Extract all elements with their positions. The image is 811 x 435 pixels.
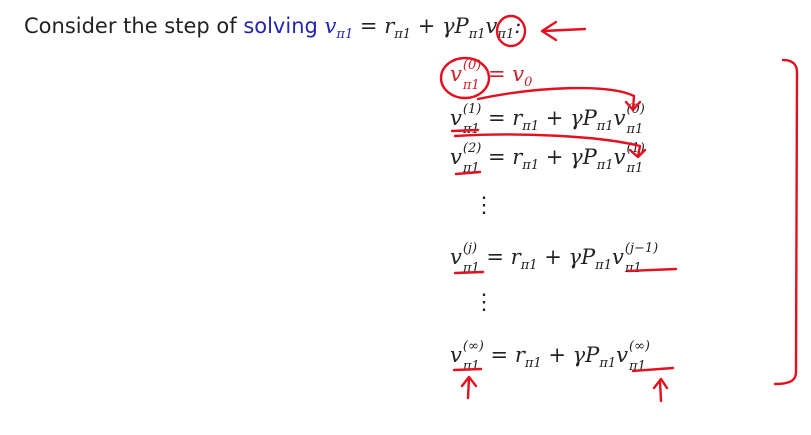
row1-sub: π1	[462, 121, 480, 137]
row2-r-sub: π1	[522, 158, 540, 174]
row1-plus: + γP	[539, 106, 597, 130]
ink-underline-row1	[452, 130, 478, 131]
eq-v-sub: π1	[497, 27, 515, 43]
rowj-v2: v	[612, 245, 624, 269]
rowinf-eq: =	[483, 343, 515, 367]
rowinf-r-sub: π1	[524, 356, 542, 372]
eq-plus-gamma-p: + γP	[411, 14, 469, 38]
row2-index: (2)	[462, 140, 482, 156]
heading-keyword: solving	[243, 14, 318, 38]
row1-prev-sub: π1	[626, 121, 644, 137]
ink-curve-v0-to-row1	[478, 88, 634, 110]
row0-rhs: = v	[481, 62, 525, 86]
rowj-index: (j)	[462, 240, 478, 256]
eq-r-sub: π1	[394, 27, 412, 43]
row1-r-sub: π1	[522, 119, 540, 135]
row0-rhs-sub: 0	[524, 75, 533, 91]
rowinf-v2: v	[616, 343, 629, 367]
row1-v2: v	[613, 106, 626, 130]
ink-arrow-up-right-shaft	[660, 381, 661, 401]
ink-circle-v0	[441, 58, 489, 98]
row2-plus: + γP	[539, 145, 597, 169]
ink-right-bracket	[775, 60, 797, 384]
vertical-ellipsis-1: ⋮	[473, 193, 495, 218]
eq-v: v	[485, 14, 498, 38]
ink-underline-rowinf-lhs	[454, 369, 481, 370]
rowinf-p-sub: π1	[599, 356, 617, 372]
ink-underline-row2	[456, 172, 480, 174]
row0-v: v	[450, 62, 462, 86]
rowinf-prev-sub: π1	[629, 358, 646, 374]
eq-equals: =	[353, 14, 385, 38]
ink-underline-rowinf-rhs	[633, 368, 673, 371]
rowj-prev: (j−1)	[624, 240, 659, 256]
eq-lhs-sub: π1	[336, 27, 354, 43]
eq-r: r	[384, 14, 395, 38]
row1-eq: =	[481, 106, 513, 130]
row2-v2: v	[613, 145, 626, 169]
rowj-r-sub: π1	[520, 258, 538, 274]
row1-prev: (0)	[626, 101, 645, 117]
rowinf-v: v	[450, 343, 462, 367]
rowj-r: r	[510, 245, 521, 269]
rowj-p-sub: π1	[595, 258, 612, 274]
row2-sub: π1	[462, 160, 480, 176]
rowj-eq: =	[479, 245, 511, 269]
vertical-ellipsis-2: ⋮	[473, 290, 495, 315]
eq-p-sub: π1	[468, 27, 486, 43]
heading-prefix: Consider the step of	[24, 14, 244, 38]
row1-p-sub: π1	[596, 119, 614, 135]
ink-circle-heading-v	[497, 16, 525, 46]
row0-sub: π1	[462, 77, 480, 93]
row2-prev: (1)	[626, 140, 645, 156]
ink-underline-rowj-rhs	[628, 269, 676, 271]
row1-index: (1)	[462, 101, 482, 117]
row1-r: r	[512, 106, 523, 130]
rowinf-index: (∞)	[462, 338, 484, 354]
ink-underline-rowj-lhs	[455, 272, 483, 273]
rowj-prev-sub: π1	[624, 260, 642, 276]
row1-v: v	[450, 106, 462, 130]
eq-colon: :	[514, 14, 522, 38]
ink-arrow-up-left-shaft	[468, 378, 469, 398]
eq-lhs-v: v	[324, 14, 337, 38]
ink-curve-row1-to-row2	[455, 134, 640, 156]
row2-v: v	[450, 145, 462, 169]
row2-prev-sub: π1	[626, 160, 644, 176]
rowj-sub: π1	[462, 260, 480, 276]
row0-index: (0)	[462, 57, 482, 73]
row2-eq: =	[481, 145, 513, 169]
rowj-v: v	[450, 245, 462, 269]
rowj-plus: + γP	[537, 245, 596, 269]
row2-p-sub: π1	[596, 158, 614, 174]
rowinf-prev: (∞)	[629, 338, 651, 354]
rowinf-sub: π1	[462, 358, 480, 374]
rowinf-r: r	[514, 343, 525, 367]
row2-r: r	[512, 145, 523, 169]
ink-arrow-heading-shaft	[543, 29, 585, 31]
rowinf-plus: + γP	[541, 343, 600, 367]
